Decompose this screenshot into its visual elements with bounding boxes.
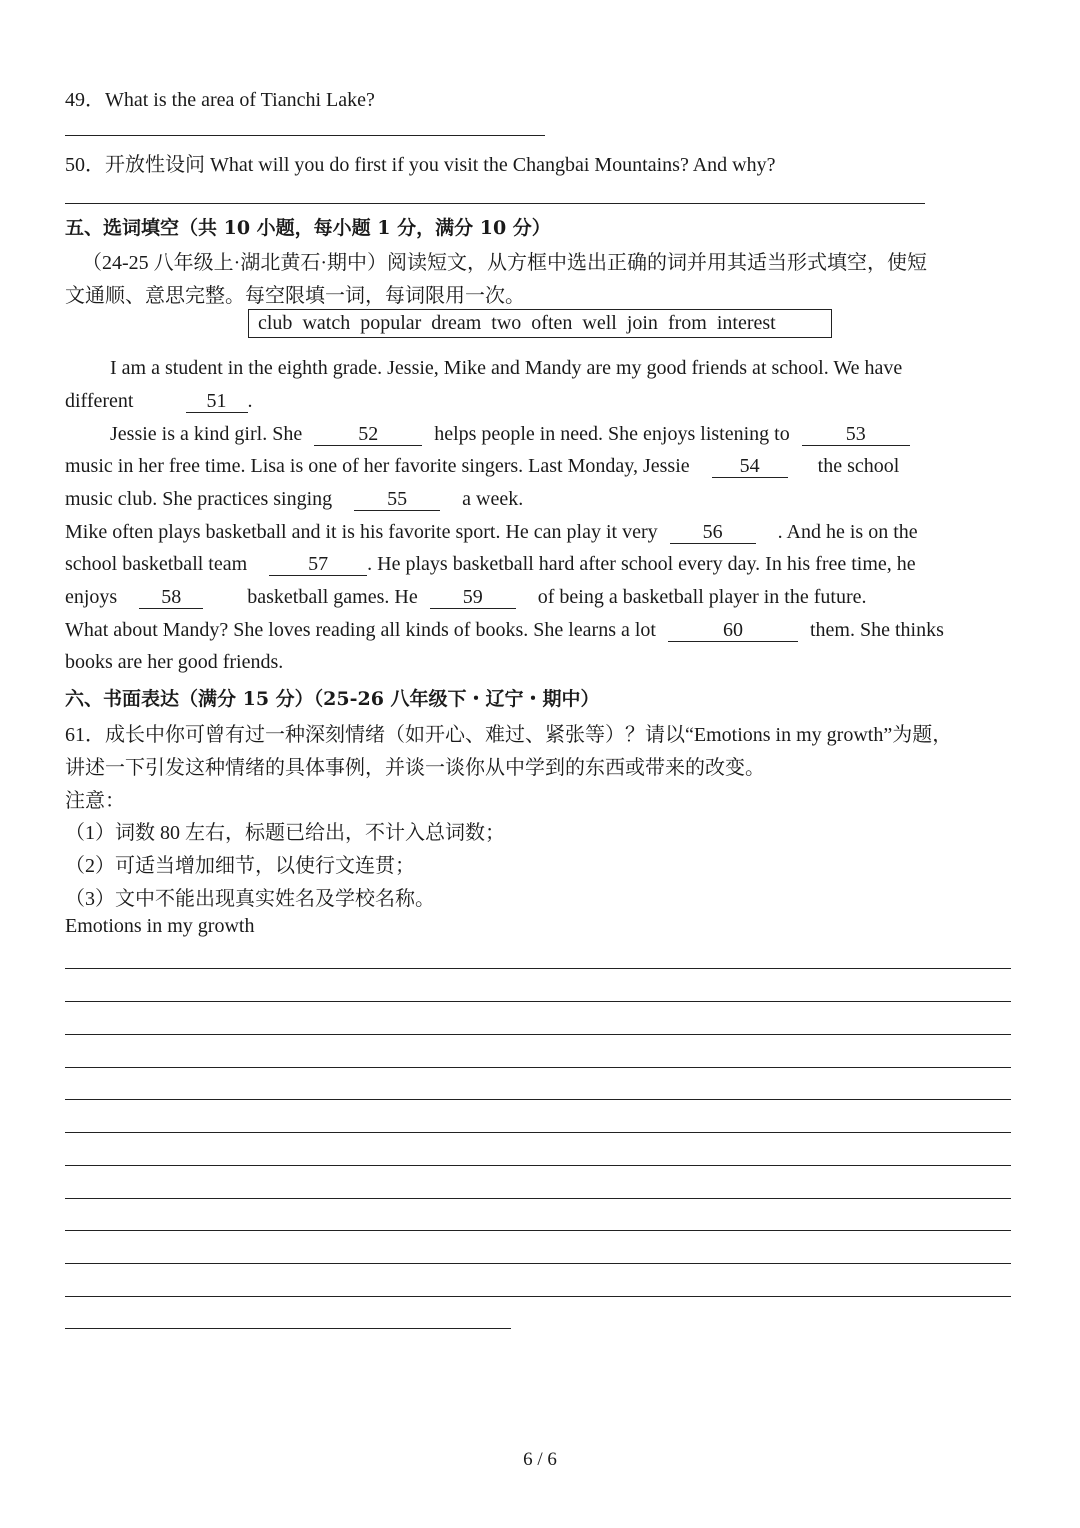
passage-line: Mike often plays basketball and it is his favorite sport. He can play it very 56 . And he is on the [65, 521, 918, 543]
writing-line[interactable] [65, 1034, 1011, 1035]
writing-line[interactable] [65, 1165, 1011, 1166]
word-box-item: dream [431, 312, 482, 334]
question-50: 50．开放性设问 What will you do first if you visit the Changbai Mountains? And why? [65, 154, 776, 176]
blank-54[interactable]: 54 [712, 455, 788, 478]
note-label: 注意： [65, 790, 125, 812]
word-box-item: popular [360, 312, 422, 334]
answer-line-50[interactable] [65, 203, 925, 204]
passage-line: music club. She practices singing 55 a week. [65, 488, 524, 510]
writing-line[interactable] [65, 1296, 1011, 1297]
note-item: （1）词数 80 左右，标题已给出，不计入总词数； [65, 822, 505, 844]
blank-56[interactable]: 56 [670, 521, 756, 544]
word-box [248, 309, 832, 338]
word-box-item: join [626, 312, 658, 334]
passage-line: books are her good friends. [65, 651, 284, 673]
question-61-line-2: 讲述一下引发这种情绪的具体事例，并谈一谈你从中学到的东西或带来的改变。 [65, 757, 765, 779]
passage-line: Jessie is a kind girl. She 52 helps people in need. She enjoys listening to 53 [110, 423, 910, 446]
blank-57[interactable]: 57 [269, 553, 367, 576]
blank-60[interactable]: 60 [668, 619, 798, 642]
blank-55[interactable]: 55 [354, 488, 440, 511]
writing-line[interactable] [65, 1230, 1011, 1231]
passage-line: I am a student in the eighth grade. Jessie, Mike and Mandy are my good friends at school. We have [110, 357, 903, 379]
question-61-line-1: 61．成长中你可曾有过一种深刻情绪（如开心、难过、紧张等）？请以“Emotions in my growth”为题， [65, 724, 953, 746]
passage-line: What about Mandy? She loves reading all kinds of books. She learns a lot 60 them. She thinks [65, 619, 944, 641]
page-number: 6 / 6 [523, 1449, 557, 1470]
blank-58[interactable]: 58 [139, 586, 203, 609]
blank-51[interactable]: 51 [186, 390, 248, 413]
blank-53[interactable]: 53 [802, 423, 910, 446]
passage-line: enjoys 58 basketball games. He 59 of being a basketball player in the future. [65, 586, 867, 608]
section-5-heading: 五、选词填空（共 10 小题，每小题 1 分，满分 10 分） [65, 217, 551, 239]
section-6-heading: 六、书面表达（满分 15 分）（25-26 八年级下・辽宁・期中） [65, 688, 600, 710]
section-5-instruction-line-2: 文通顺、意思完整。每空限填一词，每词限用一次。 [65, 285, 525, 307]
word-box-item: watch [302, 312, 351, 334]
answer-line-49[interactable] [65, 135, 545, 136]
word-box-item: from [667, 312, 707, 334]
writing-line[interactable] [65, 1198, 1011, 1199]
writing-line[interactable] [65, 1328, 511, 1329]
writing-line[interactable] [65, 1132, 1011, 1133]
word-box-item: club [258, 312, 293, 334]
writing-line[interactable] [65, 968, 1011, 969]
word-box-item: two [491, 312, 522, 334]
writing-line[interactable] [65, 1099, 1011, 1100]
word-box-item: interest [716, 312, 776, 334]
question-49: 49．What is the area of Tianchi Lake? [65, 89, 375, 111]
blank-59[interactable]: 59 [430, 586, 516, 609]
passage-line: different 51 . [65, 390, 253, 412]
section-5-instruction-line-1: （24-25 八年级上·湖北黄石·期中）阅读短文，从方框中选出正确的词并用其适当形式填空，使短 [82, 252, 927, 274]
essay-title: Emotions in my growth [65, 915, 255, 937]
note-item: （2）可适当增加细节，以使行文连贯； [65, 855, 415, 877]
word-box-item: often [531, 312, 573, 334]
blank-52[interactable]: 52 [314, 423, 422, 446]
writing-line[interactable] [65, 1001, 1011, 1002]
word-box-item: well [582, 312, 617, 334]
passage-line: music in her free time. Lisa is one of her favorite singers. Last Monday, Jessie 54 the school [65, 455, 900, 477]
passage-line: school basketball team 57 . He plays basketball hard after school every day. In his free time, he [65, 553, 916, 575]
writing-line[interactable] [65, 1067, 1011, 1068]
writing-line[interactable] [65, 1263, 1011, 1264]
note-item: （3）文中不能出现真实姓名及学校名称。 [65, 888, 435, 910]
